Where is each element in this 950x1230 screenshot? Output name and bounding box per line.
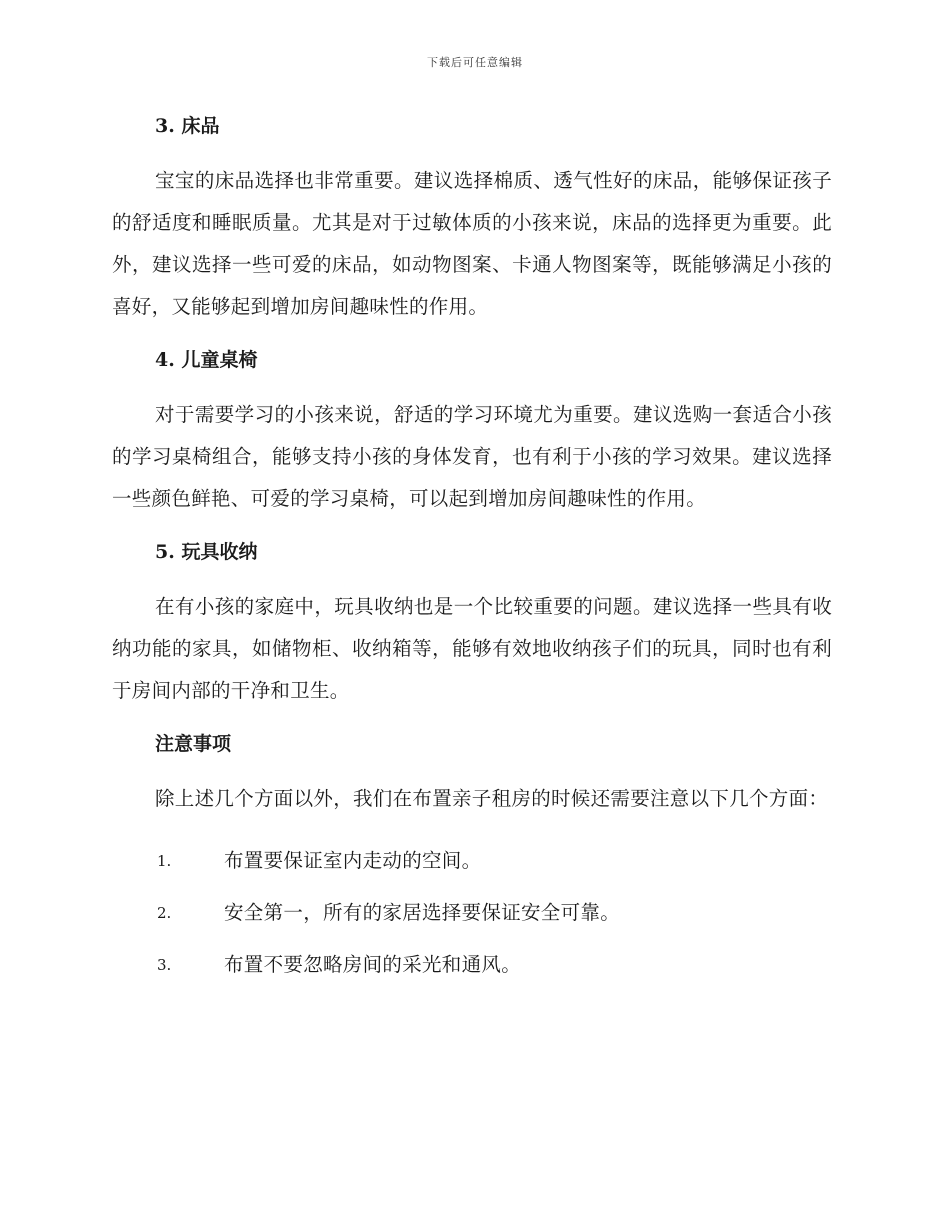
list-item [112, 840, 832, 882]
section-heading-desk-chair: 4. 儿童桌椅 [155, 349, 258, 371]
page-header: 下载后可任意编辑 [427, 56, 523, 69]
list-item-text: 布置不要忽略房间的采光和通风。 [224, 953, 522, 976]
list-item-number: 1. [157, 852, 172, 870]
list-item [112, 892, 832, 934]
section-heading-notes: 注意事项 [155, 733, 232, 755]
list-item-text: 布置要保证室内走动的空间。 [224, 849, 482, 872]
section-heading-bedding: 3. 床品 [155, 115, 220, 137]
list-item-number: 2. [157, 904, 172, 922]
notes-list [112, 840, 832, 986]
list-item-number: 3. [157, 956, 172, 974]
list-item [112, 944, 832, 986]
section-paragraph-toy-storage: 在有小孩的家庭中，玩具收纳也是一个比较重要的问题。建议选择一些具有收纳功能的家具，如储物柜、收纳箱等，能够有效地收纳孩子们的玩具，同时也有利于房间内部的干净和卫生。 [112, 595, 832, 702]
document-body [112, 110, 832, 996]
section-paragraph-desk-chair: 对于需要学习的小孩来说，舒适的学习环境尤为重要。建议选购一套适合小孩的学习桌椅组合，能够支持小孩的身体发育，也有利于小孩的学习效果。建议选择一些颜色鲜艳、可爱的学习桌椅，可以起到增加房间趣味性的作用。 [112, 403, 832, 510]
section-paragraph-notes: 除上述几个方面以外，我们在布置亲子租房的时候还需要注意以下几个方面： [155, 787, 829, 810]
section-heading-toy-storage: 5. 玩具收纳 [155, 541, 258, 563]
list-item-text: 安全第一，所有的家居选择要保证安全可靠。 [224, 901, 621, 924]
section-paragraph-bedding: 宝宝的床品选择也非常重要。建议选择棉质、透气性好的床品，能够保证孩子的舒适度和睡眠质量。尤其是对于过敏体质的小孩来说，床品的选择更为重要。此外，建议选择一些可爱的床品，如动物图案、卡通人物图案等，既能够满足小孩的喜好，又能够起到增加房间趣味性的作用。 [112, 169, 832, 318]
